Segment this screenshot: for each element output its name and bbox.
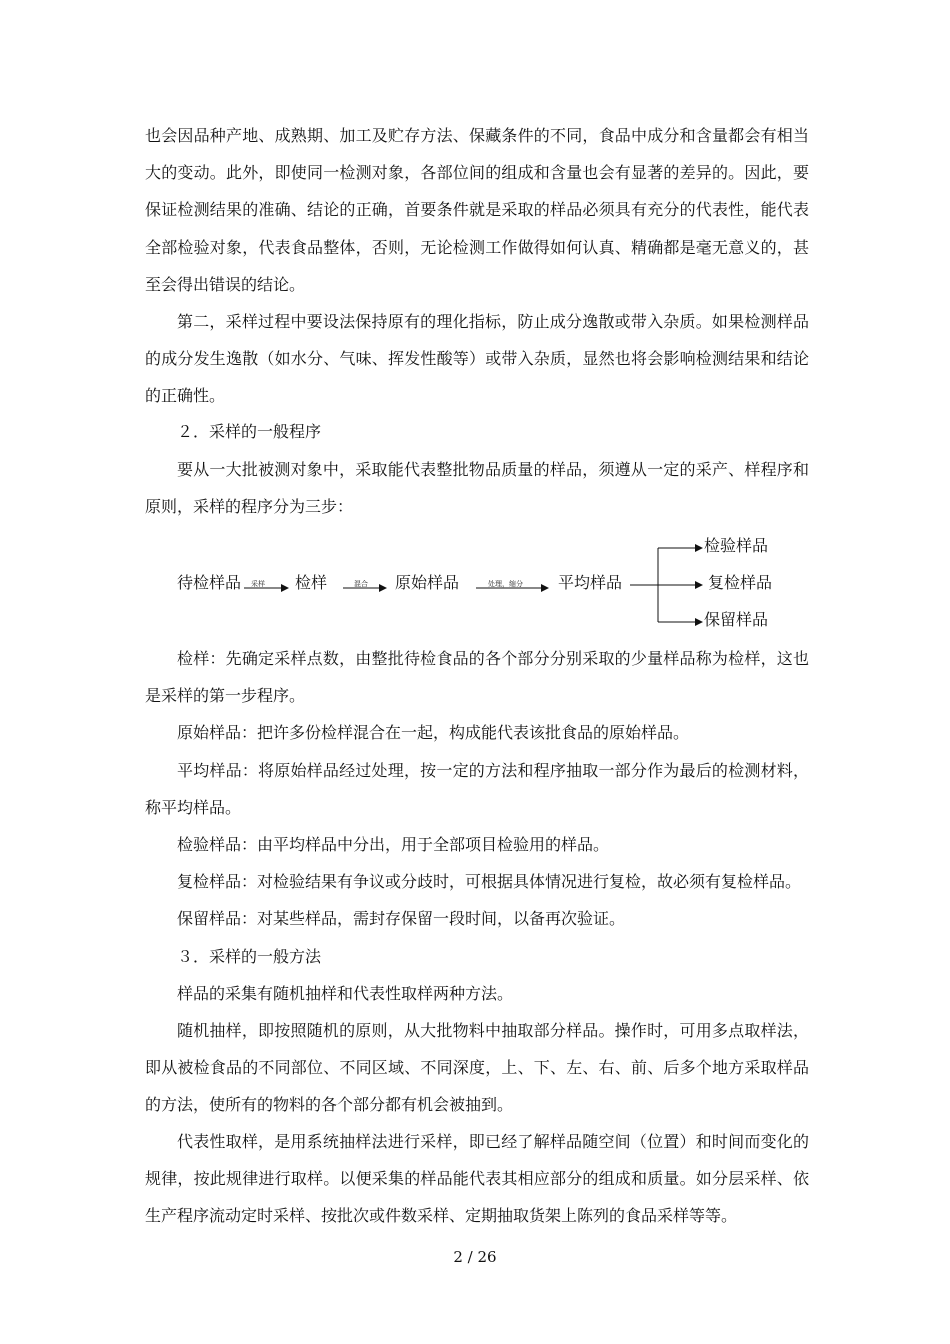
- paragraph-representative-sampling: 代表性取样，是用系统抽样法进行采样，即已经了解样品随空间（位置）和时间而变化的规律，按此规律进行取样。以便采集的样品能代表其相应部分的组成和质量。如分层采样、依生产程序流动定时采样、按批次或件数采样、定期抽取货架上陈列的食品采样等等。: [145, 1132, 809, 1226]
- node-inspection-sample: 检验样品: [704, 536, 769, 555]
- paragraph-sample-variation: 也会因品种产地、成熟期、加工及贮存方法、保藏条件的不同，食品中成分和含量都会有相当大的变动。此外，即使同一检测对象，各部位间的组成和含量也会有显著的差异的。因此，要保证检测结果的准确、结论的正确，首要条件就是采取的样品必须具有充分的代表性，能代表全部检验对象，代表食品整体，否则，无论检测工作做得如何认真、精确都是毫无意义的，甚至会得出错误的结论。: [145, 126, 809, 294]
- edge-label-mixing: 混合: [354, 580, 368, 588]
- edge-label-sampling: 采样: [251, 580, 265, 588]
- node-pending-sample: 待检样品: [177, 573, 242, 592]
- paragraph-definition-retained: 保留样品：对某些样品，需封存保留一段时间，以备再次验证。: [177, 909, 626, 928]
- sampling-flow-diagram: [170, 528, 810, 638]
- section-heading-sampling-procedure: ２．采样的一般程序: [177, 422, 322, 441]
- paragraph-definition-original: 原始样品：把许多份检样混合在一起，构成能代表该批食品的原始样品。: [177, 723, 690, 742]
- page-number: 2 / 26: [453, 1248, 497, 1266]
- edge-label-processing: 处理，缩分: [488, 580, 523, 588]
- paragraph-second-principle: 第二，采样过程中要设法保持原有的理化指标，防止成分逸散或带入杂质。如果检测样品的成分发生逸散（如水分、气味、挥发性酸等）或带入杂质，显然也将会影响检测结果和结论的正确性。: [145, 312, 809, 406]
- node-inspection-portion: 检样: [295, 573, 328, 592]
- paragraph-definition-portion: 检样：先确定采样点数，由整批待检食品的各个部分分别采取的少量样品称为检样，这也是采样的第一步程序。: [145, 649, 809, 706]
- node-original-sample: 原始样品: [395, 573, 460, 592]
- node-retained-sample: 保留样品: [704, 610, 769, 629]
- node-recheck-sample: 复检样品: [708, 573, 773, 592]
- paragraph-definition-average: 平均样品：将原始样品经过处理，按一定的方法和程序抽取一部分作为最后的检测材料，称平均样品。: [145, 761, 809, 818]
- paragraph-definition-recheck: 复检样品：对检验结果有争议或分歧时，可根据具体情况进行复检，故必须有复检样品。: [177, 872, 802, 891]
- paragraph-methods-intro: 样品的采集有随机抽样和代表性取样两种方法。: [177, 984, 514, 1003]
- section-heading-sampling-methods: ３．采样的一般方法: [177, 947, 322, 966]
- paragraph-definition-inspection: 检验样品：由平均样品中分出，用于全部项目检验用的样品。: [177, 835, 610, 854]
- paragraph-procedure-intro: 要从一大批被测对象中，采取能代表整批物品质量的样品，须遵从一定的采产、样程序和原则，采样的程序分为三步：: [145, 460, 809, 517]
- node-average-sample: 平均样品: [558, 573, 623, 592]
- paragraph-random-sampling: 随机抽样，即按照随机的原则，从大批物料中抽取部分样品。操作时，可用多点取样法，即从被检食品的不同部位、不同区域、不同深度，上、下、左、右、前、后多个地方采取样品的方法，使所有的物料的各个部分都有机会被抽到。: [145, 1021, 809, 1115]
